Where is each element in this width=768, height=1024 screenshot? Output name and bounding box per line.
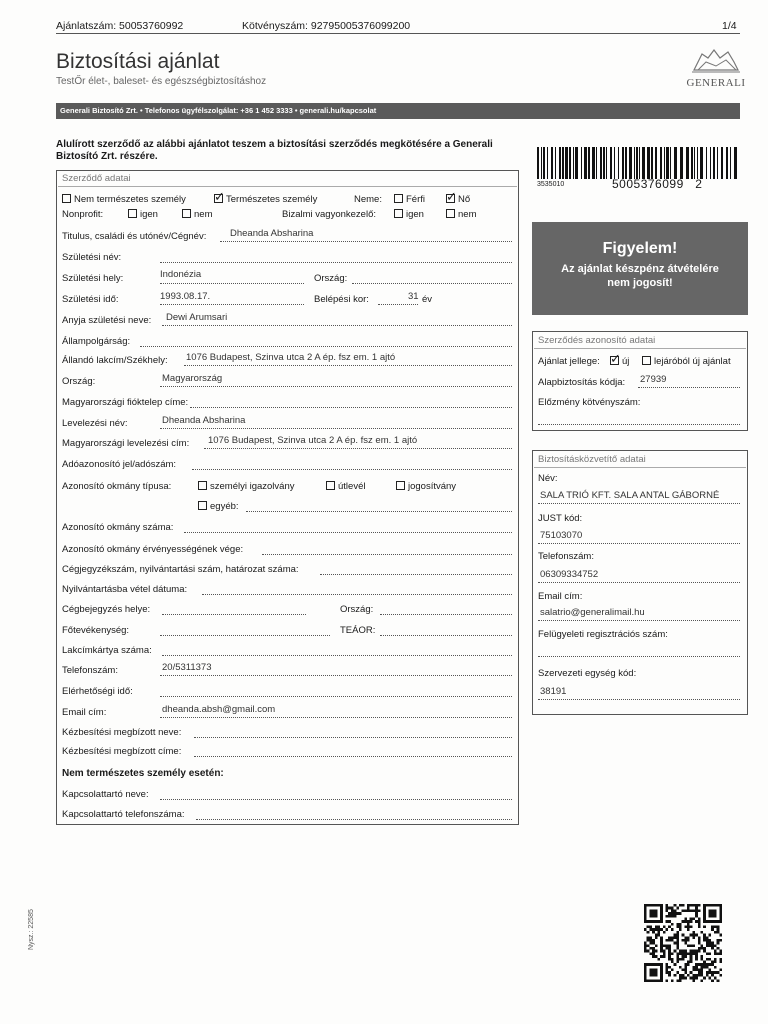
broker-nev-value: SALA TRIÓ KFT. SALA ANTAL GÁBORNÉ	[540, 490, 720, 501]
logo-wordmark: GENERALI	[686, 77, 746, 89]
okmany-szama-label: Azonosító okmány száma:	[62, 522, 174, 533]
titulus-value: Dheanda Absharina	[230, 228, 314, 239]
alap-kod-value: 27939	[640, 374, 667, 385]
jogositvany-option[interactable]	[396, 481, 456, 492]
orszag-value: Magyarország	[162, 373, 223, 384]
cegbejegyzes-field[interactable]	[162, 614, 306, 615]
warning-box	[532, 222, 748, 315]
page-title: Biztosítási ajánlat	[56, 50, 220, 73]
szuletesi-nev-field[interactable]	[160, 262, 512, 263]
kapcsolattarto-label: Kapcsolattartó neve:	[62, 789, 149, 800]
nonprofit-nem[interactable]	[182, 209, 212, 220]
szuletesi-ido-label: Születési idő:	[62, 294, 119, 305]
belepesi-kor-field[interactable]	[378, 304, 418, 305]
elerhetosegi-label: Elérhetőségi idő:	[62, 686, 133, 697]
utlevel-label: útlevél	[338, 481, 366, 492]
broker-email-value: salatrio@generalimail.hu	[540, 607, 645, 618]
termeszetes-checkbox[interactable]	[214, 194, 223, 203]
lejarobol-option[interactable]	[642, 356, 731, 367]
kapcsolattarto-field[interactable]	[160, 799, 512, 800]
levelezesi-nev-field[interactable]	[160, 428, 512, 429]
cegbejegyzes-label: Cégbejegyzés helye:	[62, 604, 151, 615]
szuletesi-hely-value: Indonézia	[160, 269, 202, 280]
teaor-label: TEÁOR:	[340, 625, 376, 636]
termeszetes-label: Természetes személy	[226, 194, 318, 205]
titulus-label: Titulus, családi és utónév/Cégnév:	[62, 231, 207, 242]
szervezeti-field[interactable]	[538, 699, 740, 700]
telefonszam-field[interactable]	[160, 675, 512, 676]
szervezeti-value: 38191	[540, 686, 567, 697]
orszag-field-1[interactable]	[352, 283, 512, 284]
bizalmi-igen[interactable]	[394, 209, 424, 220]
kotvenyszam	[242, 20, 410, 32]
ajanlatszam-label: Ajánlatszám:	[56, 20, 117, 32]
nem-termeszetes-label: Nem természetes személy	[74, 194, 186, 205]
page-number: 1/4	[722, 20, 737, 32]
lakcimkartya-field[interactable]	[162, 655, 512, 656]
nonprofit-igen-label: igen	[140, 209, 158, 220]
contractor-heading: Szerződő adatai	[62, 173, 131, 184]
anyja-field[interactable]	[162, 325, 512, 326]
orszag-label-2: Ország:	[62, 376, 96, 387]
page-subtitle: TestŐr élet-, baleset- és egészségbiztosításhoz	[56, 76, 267, 87]
broker-heading: Biztosításközvetítő adatai	[538, 454, 646, 465]
contract-id-heading: Szerződés azonosító adatai	[538, 335, 656, 346]
nem-term-heading: Nem természetes személy esetén:	[62, 768, 224, 779]
nyilvantartas-field[interactable]	[202, 594, 512, 595]
fotevekenyseg-label: Főtevékenység:	[62, 625, 130, 636]
ev-label: év	[422, 294, 433, 305]
orszag-label-1: Ország:	[314, 273, 348, 284]
warning-line2: nem jogosít!	[607, 277, 673, 289]
szemelyi-checkbox[interactable]	[198, 481, 207, 490]
adoazonosito-field[interactable]	[192, 469, 512, 470]
szemelyi-label: személyi igazolvány	[210, 481, 295, 492]
orszag-label-3: Ország:	[340, 604, 374, 615]
nonprofit-nem-label: nem	[194, 209, 213, 220]
no-label: Nő	[458, 194, 471, 205]
bizalmi-label: Bizalmi vagyonkezelő:	[282, 209, 376, 220]
belepesi-kor-value: 31	[408, 291, 419, 302]
lejarobol-label: lejáróból új ajánlat	[654, 356, 731, 367]
broker-tel-field[interactable]	[538, 582, 740, 583]
teaor-field[interactable]	[380, 635, 512, 636]
heading-rule	[58, 186, 517, 187]
jogositvany-checkbox[interactable]	[396, 481, 405, 490]
kotvenyszam-value: 92795005376099200	[310, 20, 411, 32]
broker-nev-field[interactable]	[538, 503, 740, 504]
anyja-value: Dewi Arumsari	[166, 312, 228, 323]
header-rule	[56, 33, 740, 34]
jogositvany-label: jogosítvány	[408, 481, 457, 492]
email-value: dheanda.absh@gmail.com	[162, 704, 276, 715]
email-field[interactable]	[160, 717, 512, 718]
lakcimkartya-label: Lakcímkártya száma:	[62, 645, 152, 656]
orszag-field-2[interactable]	[160, 386, 512, 387]
broker-email-field[interactable]	[538, 620, 740, 621]
lion-icon	[688, 44, 744, 74]
nonprofit-igen-checkbox[interactable]	[128, 209, 137, 218]
levelezesi-cim-label: Magyarországi levelezési cím:	[62, 438, 190, 449]
nonprofit-label: Nonprofit:	[62, 209, 104, 220]
szemelyi-option[interactable]	[198, 481, 294, 492]
barcode-small-number: 3535010	[537, 181, 565, 188]
generali-logo	[686, 44, 746, 92]
cegjegyzek-field[interactable]	[320, 574, 512, 575]
felugyeleti-field[interactable]	[538, 656, 740, 657]
titulus-field[interactable]	[220, 241, 512, 242]
kezbesitesi-nev-field[interactable]	[194, 737, 512, 738]
no-checkbox[interactable]	[446, 194, 455, 203]
adoazonosito-label: Adóazonosító jel/adószám:	[62, 459, 177, 470]
levelezesi-cim-value: 1076 Budapest, Szinva utca 2 A ép. fsz em. 1 ajtó	[208, 435, 418, 446]
contact-band: Generali Biztosító Zrt. • Telefonos ügyfélszolgálat: +36 1 452 3333 • generali.hu/kapcsolat	[56, 103, 740, 119]
szervezeti-label: Szervezeti egység kód:	[538, 668, 637, 679]
fotevekenyseg-field[interactable]	[160, 635, 330, 636]
barcode-main: 5005376099	[612, 177, 684, 191]
email-label: Email cím:	[62, 707, 107, 718]
fioktelep-field[interactable]	[190, 407, 512, 408]
uj-option[interactable]	[610, 356, 629, 367]
ferfi-checkbox[interactable]	[394, 194, 403, 203]
bizalmi-nem[interactable]	[446, 209, 476, 220]
szuletesi-hely-label: Születési hely:	[62, 273, 124, 284]
utlevel-option[interactable]	[326, 481, 365, 492]
uj-checkbox[interactable]	[610, 356, 619, 365]
orszag-field-3[interactable]	[380, 614, 512, 615]
lakcim-label: Állandó lakcím/Székhely:	[62, 355, 168, 366]
elozmeny-field[interactable]	[538, 424, 740, 425]
okmany-vege-label: Azonosító okmány érvényességének vége:	[62, 544, 244, 555]
egyeb-label: egyéb:	[210, 501, 239, 512]
egyeb-checkbox[interactable]	[198, 501, 207, 510]
ajanlatszam-value: 50053760992	[119, 20, 184, 32]
just-label: JUST kód:	[538, 513, 583, 524]
barcode-number	[612, 177, 702, 191]
broker-rule	[534, 467, 746, 468]
warning-title: Figyelem!	[602, 240, 678, 257]
ferfi-label: Férfi	[406, 194, 425, 205]
qr-code	[644, 904, 722, 982]
lejarobol-checkbox[interactable]	[642, 356, 651, 365]
just-field[interactable]	[538, 543, 740, 544]
telefonszam-value: 20/5311373	[162, 662, 212, 673]
contract-id-rule	[534, 348, 746, 349]
bizalmi-igen-label: igen	[406, 209, 424, 220]
levelezesi-nev-label: Levelezési név:	[62, 418, 128, 429]
nonprofit-nem-checkbox[interactable]	[182, 209, 191, 218]
kezbesitesi-cim-field[interactable]	[194, 756, 512, 757]
broker-tel-label: Telefonszám:	[538, 551, 594, 562]
alap-kod-field[interactable]	[638, 387, 740, 388]
neme-label: Neme:	[354, 194, 382, 205]
levelezesi-cim-field[interactable]	[204, 448, 512, 449]
kapcsolattarto-tel-label: Kapcsolattartó telefonszáma:	[62, 809, 185, 820]
barcode	[537, 147, 737, 179]
header-line	[56, 20, 183, 32]
okmany-szama-field[interactable]	[184, 532, 512, 533]
bizalmi-nem-checkbox[interactable]	[446, 209, 455, 218]
belepesi-kor-label: Belépési kor:	[314, 294, 369, 305]
kapcsolattarto-tel-field[interactable]	[196, 819, 512, 820]
okmany-tipusa-label: Azonosító okmány típusa:	[62, 481, 172, 492]
bizalmi-igen-checkbox[interactable]	[394, 209, 403, 218]
kotvenyszam-label: Kötvényszám:	[242, 20, 308, 32]
just-value: 75103070	[540, 530, 583, 541]
levelezesi-nev-value: Dheanda Absharina	[162, 415, 246, 426]
jellege-label: Ajánlat jellege:	[538, 356, 600, 367]
side-number: Nysz.: 22585	[28, 909, 35, 950]
uj-label: új	[622, 356, 630, 367]
egyeb-option[interactable]	[198, 501, 239, 512]
intro-text: Alulírott szerződő az alábbi ajánlatot teszem a biztosítási szerződés megkötésére a Generali Biztosító Zrt. részére.	[56, 139, 493, 162]
allampolgarsag-field[interactable]	[140, 346, 512, 347]
broker-email-label: Email cím:	[538, 591, 583, 602]
bizalmi-nem-label: nem	[458, 209, 477, 220]
cegjegyzek-label: Cégjegyzékszám, nyilvántartási szám, határozat száma:	[62, 564, 299, 575]
okmany-vege-field[interactable]	[262, 554, 512, 555]
szuletesi-ido-value: 1993.08.17.	[160, 291, 211, 302]
nyilvantartas-label: Nyilvántartásba vétel dátuma:	[62, 584, 188, 595]
anyja-label: Anyja születési neve:	[62, 315, 152, 326]
alap-kod-label: Alapbiztosítás kódja:	[538, 377, 626, 388]
felugyeleti-label: Felügyeleti regisztrációs szám:	[538, 629, 668, 640]
elerhetosegi-field[interactable]	[160, 696, 512, 697]
kezbesitesi-cim-label: Kézbesítési megbízott címe:	[62, 746, 182, 757]
no-option[interactable]	[446, 194, 470, 205]
szuletesi-hely-field[interactable]	[160, 283, 304, 284]
telefonszam-label: Telefonszám:	[62, 665, 118, 676]
broker-tel-value: 06309334752	[540, 569, 599, 580]
kezbesitesi-nev-label: Kézbesítési megbízott neve:	[62, 727, 182, 738]
termeszetes-option[interactable]	[214, 194, 317, 205]
fioktelep-label: Magyarországi fióktelep címe:	[62, 397, 189, 408]
elozmeny-label: Előzmény kötvényszám:	[538, 397, 641, 408]
barcode-check: 2	[695, 177, 703, 191]
lakcim-value: 1076 Budapest, Szinva utca 2 A ép. fsz em. 1 ajtó	[186, 352, 396, 363]
nem-termeszetes-checkbox[interactable]	[62, 194, 71, 203]
broker-nev-label: Név:	[538, 473, 558, 484]
szuletesi-ido-field[interactable]	[160, 304, 304, 305]
lakcim-field[interactable]	[184, 365, 512, 366]
szuletesi-nev-label: Születési név:	[62, 252, 122, 263]
allampolgarsag-label: Állampolgárság:	[62, 336, 131, 347]
ferfi-option[interactable]	[394, 194, 425, 205]
nonprofit-igen[interactable]	[128, 209, 158, 220]
nem-termeszetes-option[interactable]	[62, 194, 186, 205]
utlevel-checkbox[interactable]	[326, 481, 335, 490]
warning-line1: Az ajánlat készpénz átvételére	[561, 263, 719, 275]
egyeb-field[interactable]	[246, 511, 512, 512]
